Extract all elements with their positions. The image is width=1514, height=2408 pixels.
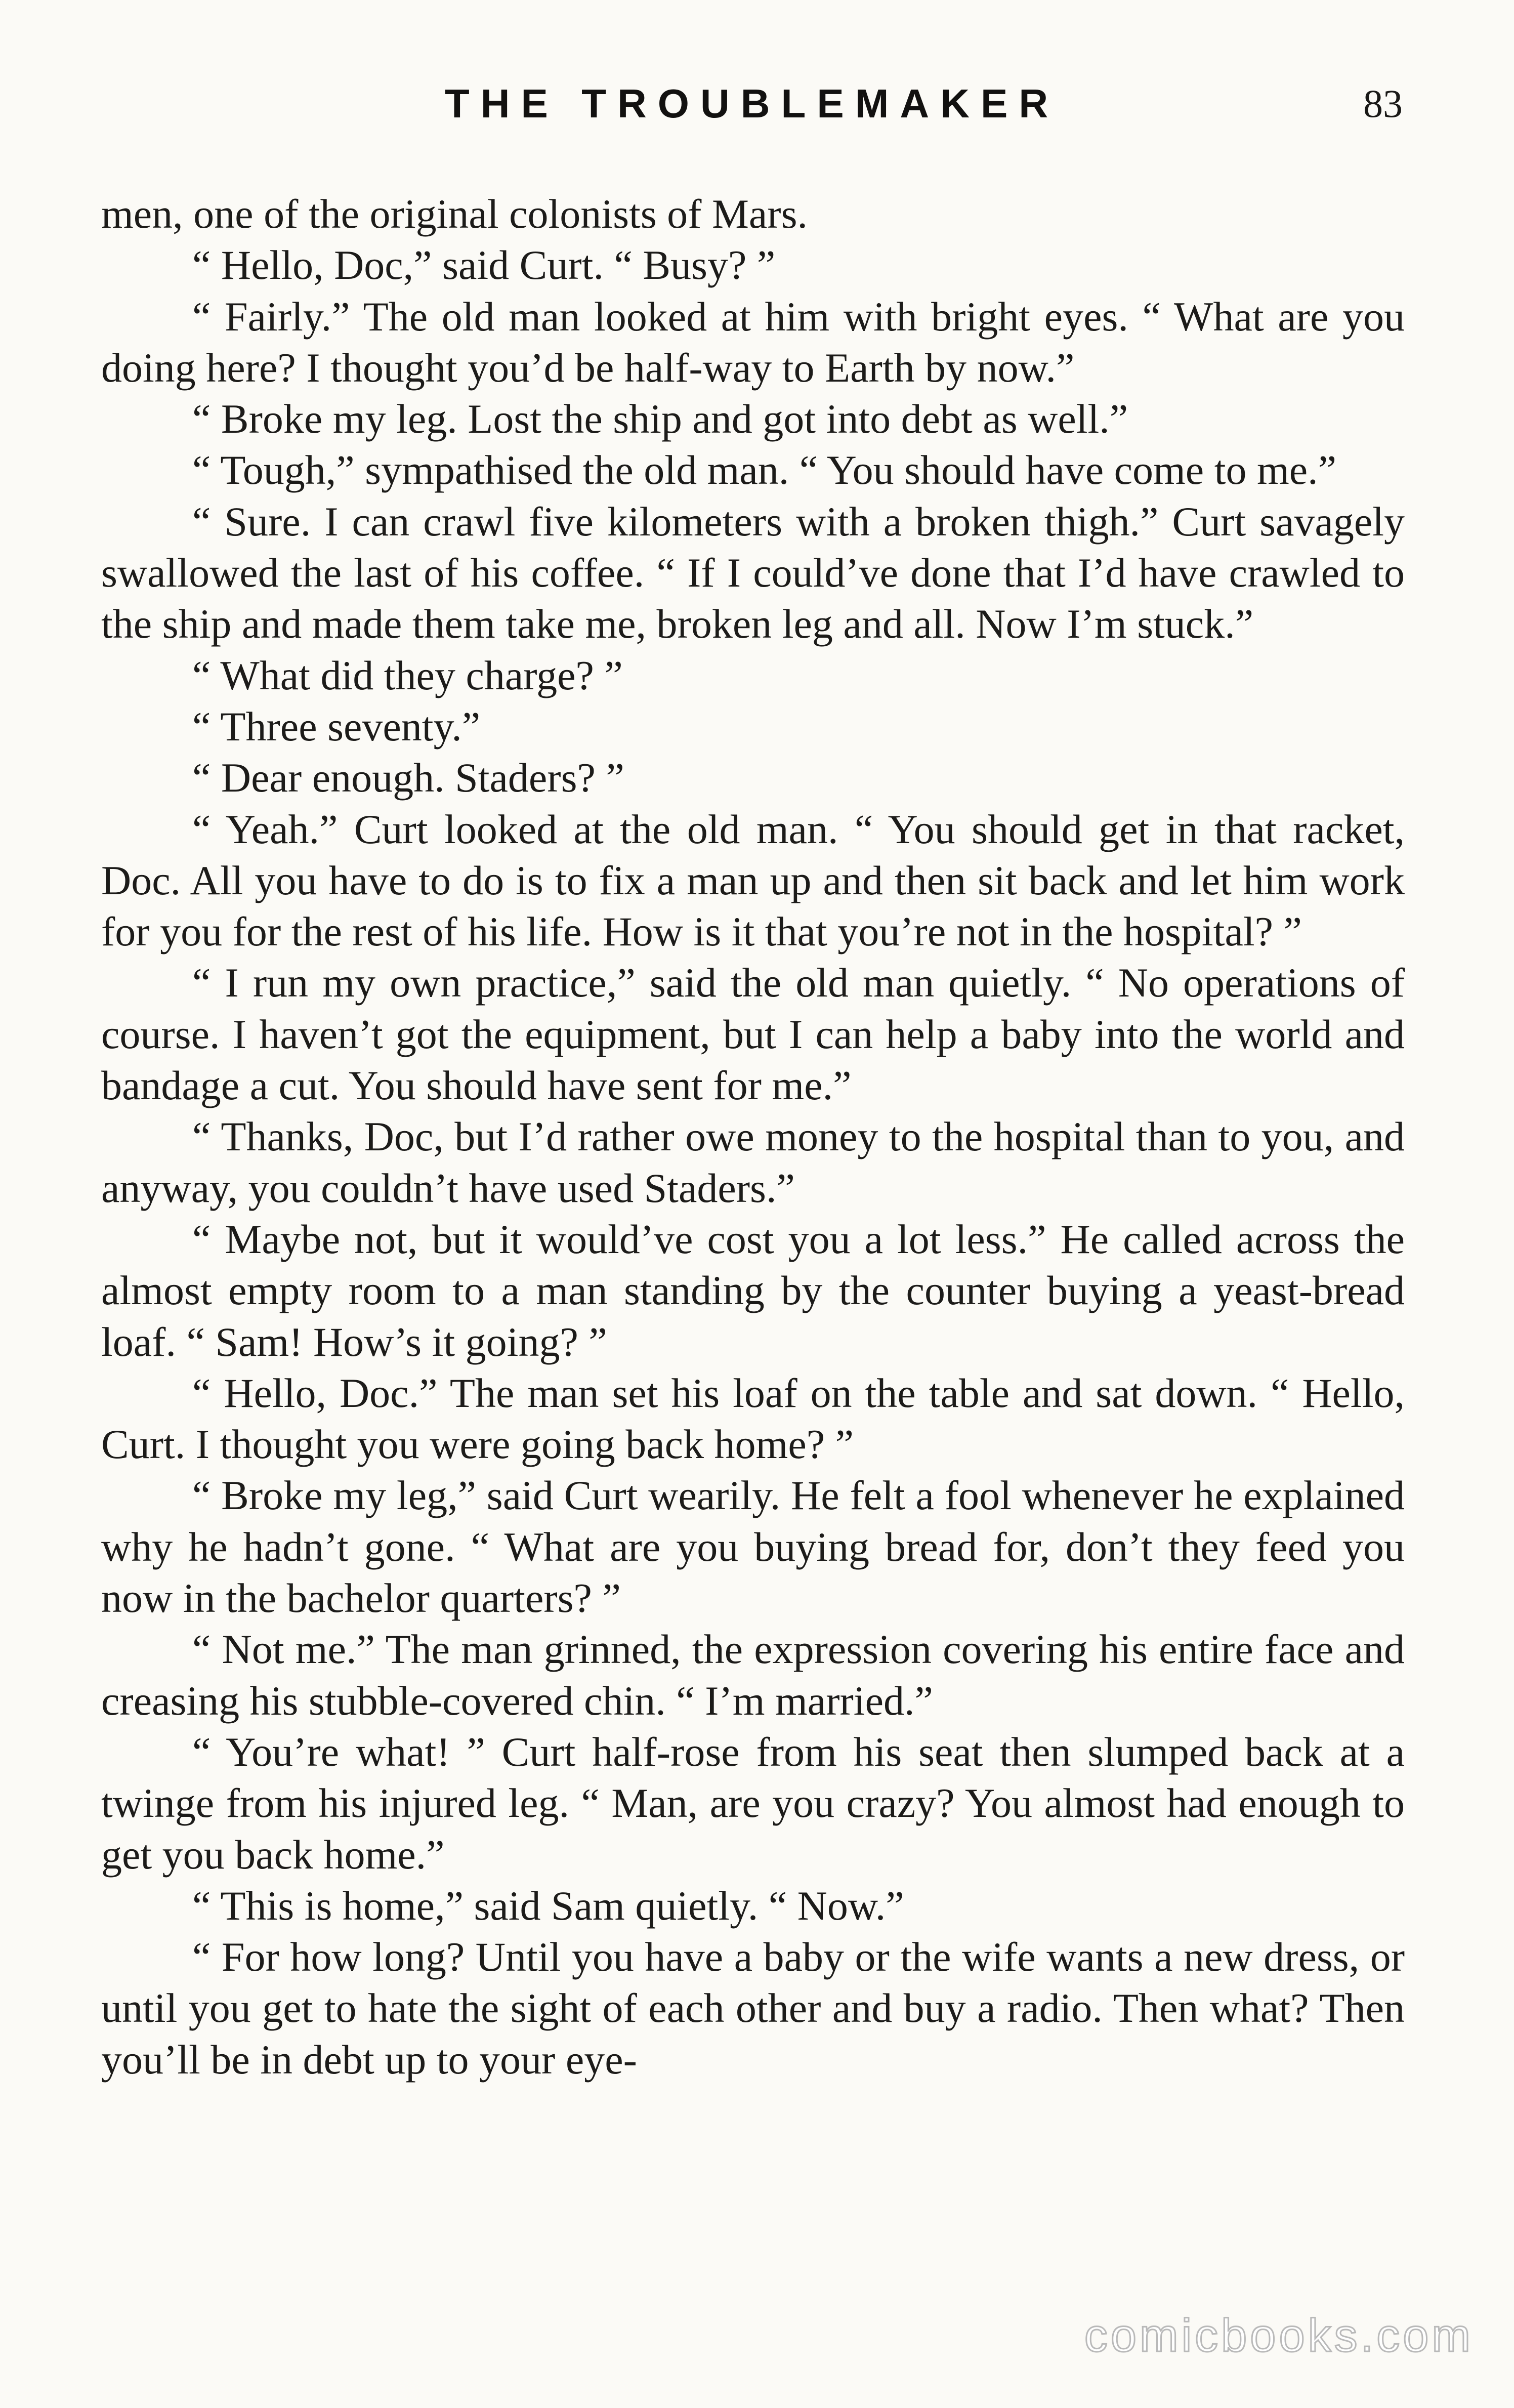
paragraph: “ This is home,” said Sam quietly. “ Now.” (192, 1882, 904, 1929)
paragraph: “ Not me.” The man grinned, the expression covering his entire face and creasing his stubble-covered chin. “ I’m married.” (101, 1626, 1405, 1724)
paragraph: “ What did they charge? ” (192, 652, 623, 698)
running-header (101, 76, 1403, 132)
paragraph: “ Maybe not, but it would’ve cost you a lot less.” He called across the almost empty room to a man standing by the counter buying a yeast-bread loaf. “ Sam! How’s it going? ” (101, 1216, 1405, 1365)
paragraph: “ Broke my leg,” said Curt wearily. He felt a fool whenever he explained why he hadn’t gone. “ What are you buying bread for, don’t they feed you now in the bachelor quarters? ” (101, 1472, 1405, 1622)
running-title: THE TROUBLEMAKER (444, 81, 1060, 126)
paragraph: “ Dear enough. Staders? ” (192, 755, 624, 801)
watermark: comicbooks.com (1084, 2310, 1474, 2361)
paragraph: men, one of the original colonists of Mars. (101, 191, 808, 237)
paragraph: “ Fairly.” The old man looked at him with bright eyes. “ What are you doing here? I thought you’d be half-way to Earth by now.” (101, 293, 1405, 391)
body-text (101, 188, 1405, 2085)
paragraph: “ Three seventy.” (192, 703, 481, 750)
paragraph: “ I run my own practice,” said the old man quietly. “ No operations of course. I haven’t got the equipment, but I can help a baby into the world and bandage a cut. You should have sent for me.” (101, 960, 1405, 1109)
paragraph: “ Tough,” sympathised the old man. “ You should have come to me.” (192, 447, 1337, 493)
paragraph: “ Hello, Doc.” The man set his loaf on the table and sat down. “ Hello, Curt. I thought you were going back home? ” (101, 1369, 1405, 1468)
paragraph: “ Hello, Doc,” said Curt. “ Busy? ” (192, 242, 776, 288)
paragraph: “ Broke my leg. Lost the ship and got into debt as well.” (192, 396, 1128, 442)
paragraph: “ For how long? Until you have a baby or the wife wants a new dress, or until you get to hate the sight of each other and buy a radio. Then what? Then you’ll be in debt up to your eye- (101, 1934, 1405, 2083)
paragraph: “ Thanks, Doc, but I’d rather owe money to the hospital than to you, and anyway, you couldn’t have used Staders.” (101, 1113, 1405, 1211)
paragraph: “ You’re what! ” Curt half-rose from his seat then slumped back at a twinge from his injured leg. “ Man, are you crazy? You almost had enough to get you back home.” (101, 1728, 1405, 1878)
paragraph: “ Sure. I can crawl five kilometers with a broken thigh.” Curt savagely swallowed the last of his coffee. “ If I could’ve done that I’d have crawled to the ship and made them take me, broken leg and all. Now I’m stuck.” (101, 498, 1405, 647)
page-number: 83 (1363, 81, 1403, 126)
paragraph: “ Yeah.” Curt looked at the old man. “ You should get in that racket, Doc. All you have to do is to fix a man up and then sit back and let him work for you for the rest of his life. How is it that you’re not in the hospital? ” (101, 806, 1405, 955)
